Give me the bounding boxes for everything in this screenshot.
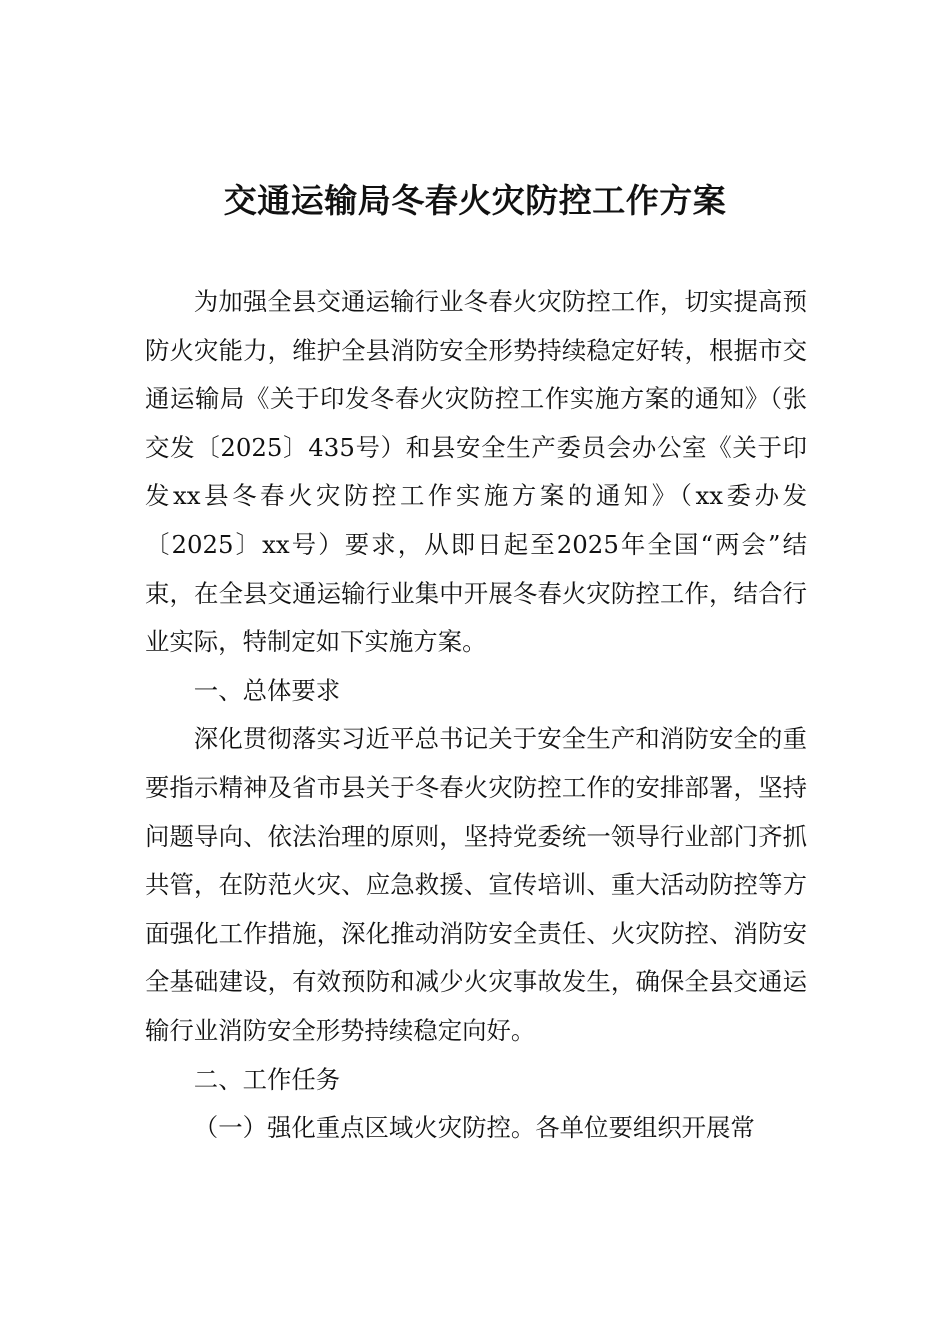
general-requirements-paragraph: 深化贯彻落实习近平总书记关于安全生产和消防安全的重要指示精神及省市县关于冬春火灾防控工作的安排部署，坚持问题导向、依法治理的原则，坚持党委统一领导行业部门齐抓共管，在防范火灾、应急救援、宣传培训、重大活动防控等方面强化工作措施，深化推动消防安全责任、火灾防控、消防安全基础建设，有效预防和减少火灾事故发生，确保全县交通运输行业消防安全形势持续稳定向好。	[145, 724, 807, 1045]
document-title: 交通运输局冬春火灾防控工作方案	[223, 181, 727, 220]
document-body	[145, 278, 807, 1153]
work-task-1-paragraph: （一）强化重点区域火灾防控。各单位要组织开展常	[193, 1113, 755, 1143]
intro-paragraph: 为加强全县交通运输行业冬春火灾防控工作，切实提高预防火灾能力，维护全县消防安全形势持续稳定好转，根据市交通运输局《关于印发冬春火灾防控工作实施方案的通知》（张交发〔2025〕435号）和县安全生产委员会办公室《关于印发xx县冬春火灾防控工作实施方案的通知》（xx委办发〔2025〕xx号）要求，从即日起至2025年全国“两会”结束，在全县交通运输行业集中开展冬春火灾防控工作，结合行业实际，特制定如下实施方案。	[145, 287, 807, 657]
section-heading-work-tasks: 二、工作任务	[193, 1064, 341, 1094]
section-heading-general-requirements: 一、总体要求	[193, 675, 341, 705]
